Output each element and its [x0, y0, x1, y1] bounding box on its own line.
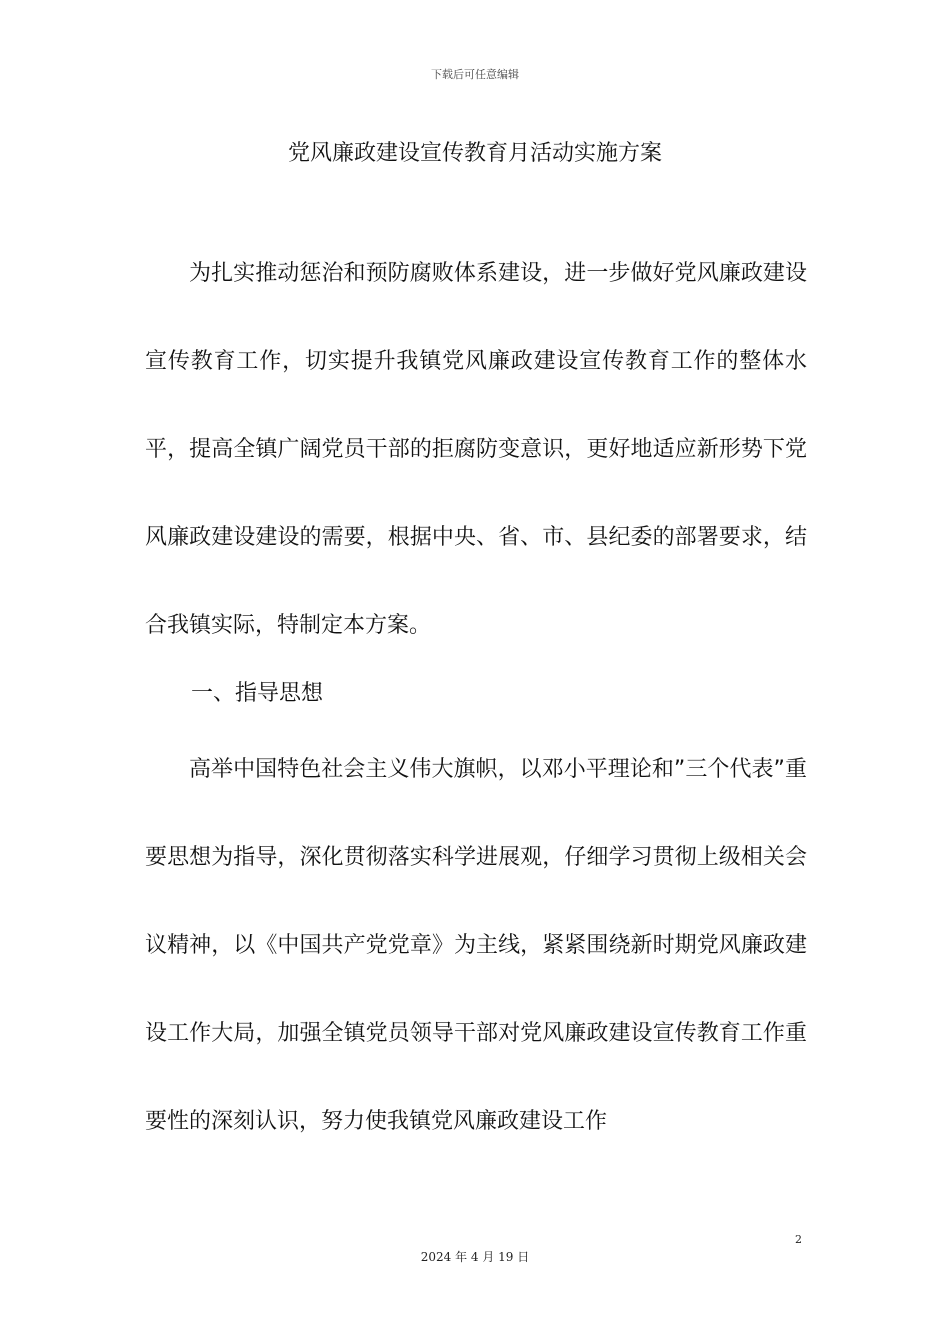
section-1-paragraph: 高举中国特色社会主义伟大旗帜，以邓小平理论和”三个代表”重要思想为指导，深化贯彻落实科学进展观，仔细学习贯彻上级相关会议精神，以《中国共产党党章》为主线，紧紧围绕新时期党风廉政建设工作大局，加强全镇党员领导干部对党风廉政建设宣传教育工作重要性的深刻认识，努力使我镇党风廉政建设工作: [145, 757, 807, 1134]
footer-date: 2024 年 4 月 19 日: [420, 1250, 530, 1264]
section-1-body-block: [145, 726, 807, 1166]
header-note: 下载后可任意编辑: [431, 68, 519, 81]
document-title: 党风廉政建设宣传教育月活动实施方案: [287, 141, 662, 166]
section-1-block: [145, 664, 807, 724]
intro-block: [145, 230, 807, 670]
section-1-heading: 一、指导思想: [191, 681, 324, 706]
page-number: 2: [795, 1233, 802, 1246]
intro-paragraph: 为扎实推动惩治和预防腐败体系建设，进一步做好党风廉政建设宣传教育工作，切实提升我镇党风廉政建设宣传教育工作的整体水平，提高全镇广阔党员干部的拒腐防变意识，更好地适应新形势下党风廉政建设建设的需要，根据中央、省、市、县纪委的部署要求，结合我镇实际，特制定本方案。: [145, 261, 807, 638]
